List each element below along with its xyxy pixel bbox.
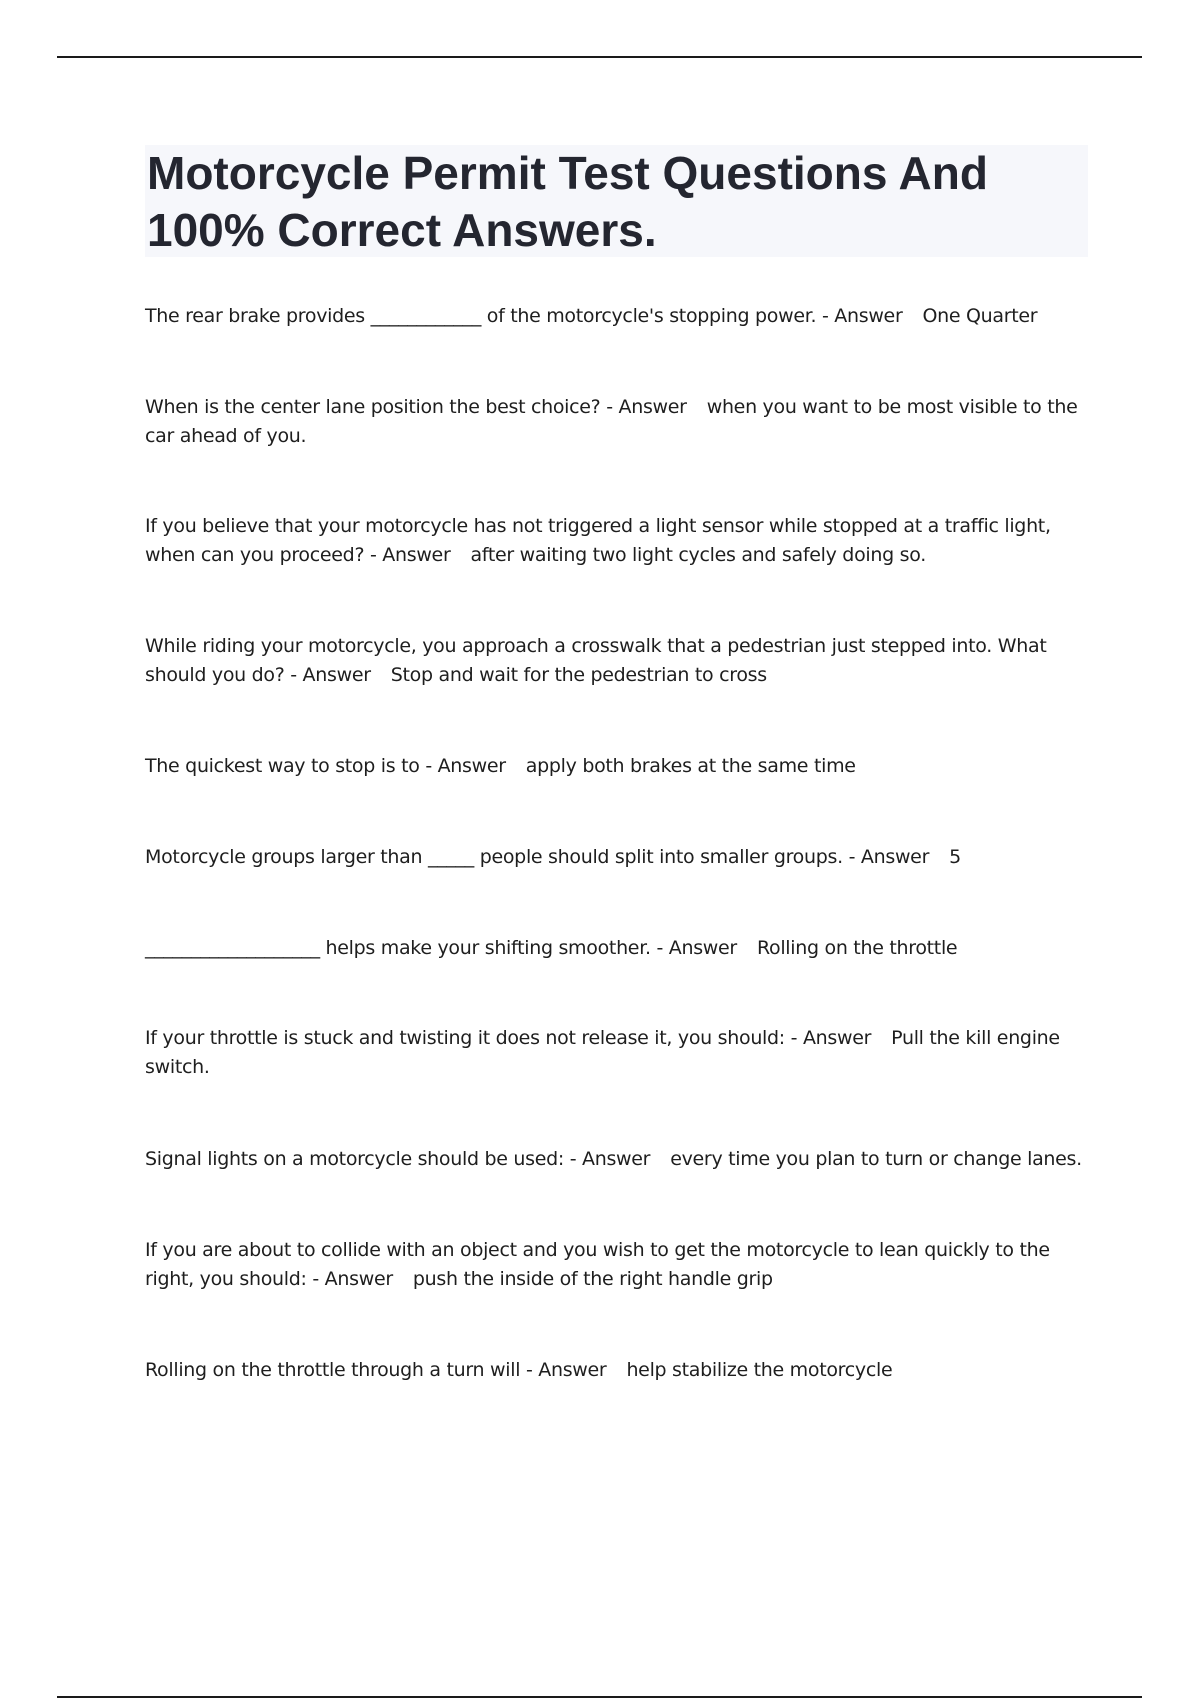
question-text: ___________________ helps make your shifting smoother. — [145, 937, 651, 959]
qa-item — [145, 512, 1090, 570]
question-text: If you are about to collide with an object and you wish to get the motorcycle to lean quickly to the right, you should: — [145, 1239, 1050, 1290]
answer-separator: - Answer — [848, 846, 930, 868]
top-rule — [57, 56, 1142, 58]
answer-text: every time you plan to turn or change lanes. — [670, 1148, 1082, 1170]
answer-text: Rolling on the throttle — [756, 937, 958, 959]
qa-item — [145, 843, 1090, 872]
answer-separator: - Answer — [790, 1027, 872, 1049]
answer-text: when you want to be most visible to the car ahead of you. — [145, 396, 1078, 447]
answer-text: Stop and wait for the pedestrian to cross — [390, 664, 767, 686]
answer-text: One Quarter — [922, 305, 1038, 327]
qa-item — [145, 632, 1090, 690]
answer-text: Pull the kill engine switch. — [145, 1027, 1060, 1078]
question-text: Rolling on the throttle through a turn will — [145, 1359, 521, 1381]
qa-item — [145, 1145, 1090, 1174]
question-text: The quickest way to stop is to — [145, 755, 420, 777]
answer-text: apply both brakes at the same time — [525, 755, 856, 777]
page-title: Motorcycle Permit Test Questions And 100% Correct Answers. — [147, 147, 988, 256]
answer-text: after waiting two light cycles and safely doing so. — [470, 544, 926, 566]
qa-item — [145, 302, 1090, 331]
bottom-rule — [57, 1696, 1142, 1698]
answer-separator: - Answer — [290, 664, 371, 686]
answer-separator: - Answer — [525, 1359, 607, 1381]
answer-text: 5 — [949, 846, 961, 868]
answer-separator: - Answer — [425, 755, 506, 777]
question-text: Signal lights on a motorcycle should be used: — [145, 1148, 564, 1170]
question-text: While riding your motorcycle, you approach a crosswalk that a pedestrian just stepped into. What should you do? — [145, 635, 1047, 686]
question-text: When is the center lane position the best choice? — [145, 396, 601, 418]
title-block — [145, 145, 1088, 257]
answer-text: push the inside of the right handle grip — [412, 1268, 773, 1290]
question-text: If you believe that your motorcycle has not triggered a light sensor while stopped at a traffic light, when can you proceed? — [145, 515, 1051, 566]
qa-item — [145, 934, 1090, 963]
answer-separator: - Answer — [312, 1268, 393, 1290]
answer-text: help stabilize the motorcycle — [626, 1359, 893, 1381]
qa-item — [145, 393, 1090, 451]
answer-separator: - Answer — [606, 396, 687, 418]
answer-separator: - Answer — [656, 937, 737, 959]
answer-separator: - Answer — [821, 305, 903, 327]
qa-item — [145, 1236, 1090, 1294]
answer-separator: - Answer — [569, 1148, 651, 1170]
qa-item — [145, 752, 1090, 781]
question-text: If your throttle is stuck and twisting it does not release it, you should: — [145, 1027, 785, 1049]
answer-separator: - Answer — [369, 544, 451, 566]
qa-item — [145, 1356, 1090, 1385]
question-text: The rear brake provides ____________ of the motorcycle's stopping power. — [145, 305, 817, 327]
question-text: Motorcycle groups larger than _____ people should split into smaller groups. — [145, 846, 843, 868]
qa-item — [145, 1024, 1090, 1082]
